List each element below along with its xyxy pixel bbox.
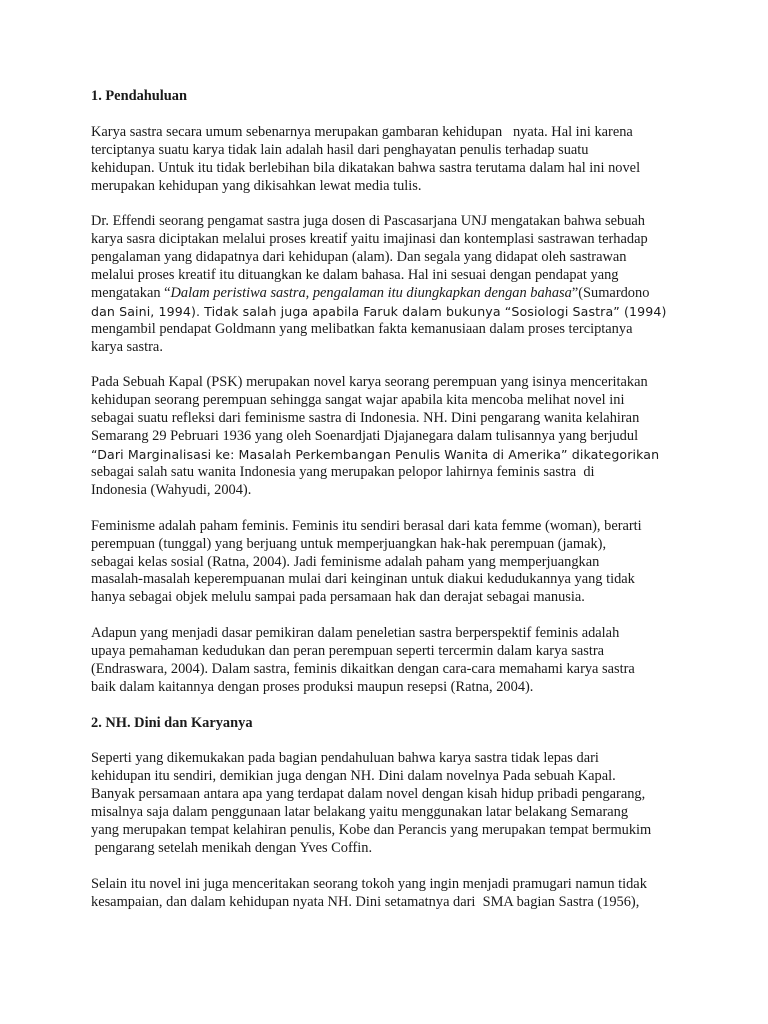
text-line: mengambil pendapat Goldmann yang melibatkan fakta kemanusiaan dalam proses terciptanya [91,320,633,337]
section-heading-nh-dini: 2. NH. Dini dan Karyanya [91,714,253,731]
text-line: kehidupan. Untuk itu tidak berlebihan bila dikatakan bahwa sastra terutama dalam hal ini novel [91,159,641,176]
text-line: terciptanya suatu karya tidak lain adalah hasil dari penghayatan penulis terhadap suatu [91,141,589,158]
section-heading-pendahuluan: 1. Pendahuluan [91,88,187,104]
text-line: sebagai kelas sosial (Ratna, 2004). Jadi feminisme adalah paham yang memperjuangkan [91,553,600,570]
quote-italic-text: Dalam peristiwa sastra, pengalaman itu diungkapkan dengan bahasa [170,284,572,301]
text-line: Selain itu novel ini juga menceritakan seorang tokoh yang ingin menjadi pramugari namun tidak [91,875,647,892]
paragraph [91,625,681,697]
text-line: pengarang setelah menikah dengan Yves Coffin. [91,839,373,856]
text-line: perempuan (tunggal) yang berjuang untuk memperjuangkan hak-hak perempuan (jamak), [91,535,607,552]
quote-lead-text: mengatakan “ [91,284,171,301]
text-line: pengalaman yang didapatnya dari kehidupan (alam). Dan segala yang didapat oleh sastrawan [91,249,627,266]
paragraph [91,374,681,499]
document-page [91,88,681,929]
paragraph [91,124,681,196]
text-line: Karya sastra secara umum sebenarnya merupakan gambaran kehidupan nyata. Hal ini karena [91,123,633,140]
text-line: Feminisme adalah paham feminis. Feminis itu sendiri berasal dari kata femme (woman), berarti [91,517,642,534]
text-line: hanya sebagai objek melulu sampai pada persamaan hak dan derajat sebagai manusia. [91,589,585,606]
text-line: misalnya saja dalam penggunaan latar belakang yaitu menggunakan latar belakang Semarang [91,804,629,821]
paragraph [91,876,681,912]
text-line: Indonesia (Wahyudi, 2004). [91,481,252,498]
text-line: Semarang 29 Pebruari 1936 yang oleh Soenardjati Djajanegara dalam tulisannya yang berjudul [91,428,639,445]
text-line: melalui proses kreatif itu dituangkan ke dalam bahasa. Hal ini sesuai dengan pendapat yang [91,267,619,284]
text-line: Adapun yang menjadi dasar pemikiran dalam peneletian sastra berperspektif feminis adalah [91,625,620,642]
text-line: “Dari Marginalisasi ke: Masalah Perkembangan Penulis Wanita di Amerika” dikategorikan [91,447,660,463]
text-line: merupakan kehidupan yang dikisahkan lewat media tulis. [91,177,422,194]
text-line: Seperti yang dikemukakan pada bagian pendahuluan bahwa karya sastra tidak lepas dari [91,750,599,767]
text-line: yang merupakan tempat kelahiran penulis, Kobe dan Perancis yang merupakan tempat bermukim [91,822,652,839]
quote-trail-text: ”(Sumardono [571,284,650,301]
paragraph [91,518,681,608]
text-line: masalah-masalah keperempuanan mulai dari keinginan untuk diakui kedudukannya yang tidak [91,571,635,588]
text-line-quote [91,285,681,303]
text-line: karya sasra diciptakan melalui proses kreatif yaitu imajinasi dan kontemplasi sastrawan terhadap [91,231,648,248]
text-line: sebagai suatu refleksi dari feminisme sastra di Indonesia. NH. Dini pengarang wanita kelahiran [91,410,640,427]
text-line: sebagai salah satu wanita Indonesia yang merupakan pelopor lahirnya feminis sastra di [91,463,595,480]
text-line: Pada Sebuah Kapal (PSK) merupakan novel karya seorang perempuan yang isinya menceritakan [91,374,648,391]
text-line: upaya pemahaman kedudukan dan peran perempuan seperti tercermin dalam karya sastra [91,643,605,660]
text-line: karya sastra. [91,338,163,355]
text-line: kehidupan seorang perempuan sehingga sangat wajar apabila kita mencoba melihat novel ini [91,392,625,409]
text-line: Dr. Effendi seorang pengamat sastra juga dosen di Pascasarjana UNJ mengatakan bahwa sebuah [91,213,645,230]
text-line: dan Saini, 1994). Tidak salah juga apabila Faruk dalam bukunya “Sosiologi Sastra” (1994) [91,303,667,319]
text-line: Banyak persamaan antara apa yang terdapat dalam novel dengan kisah hidup pribadi pengarang, [91,786,646,803]
text-line: (Endraswara, 2004). Dalam sastra, feminis dikaitkan dengan cara-cara memahami karya sastra [91,660,635,677]
text-line: baik dalam kaitannya dengan proses produksi maupun resepsi (Ratna, 2004). [91,678,534,695]
text-line: kehidupan itu sendiri, demikian juga dengan NH. Dini dalam novelnya Pada sebuah Kapal. [91,768,616,785]
text-line: kesampaian, dan dalam kehidupan nyata NH. Dini setamatnya dari SMA bagian Sastra (1956), [91,893,640,910]
paragraph [91,750,681,857]
paragraph [91,213,681,356]
